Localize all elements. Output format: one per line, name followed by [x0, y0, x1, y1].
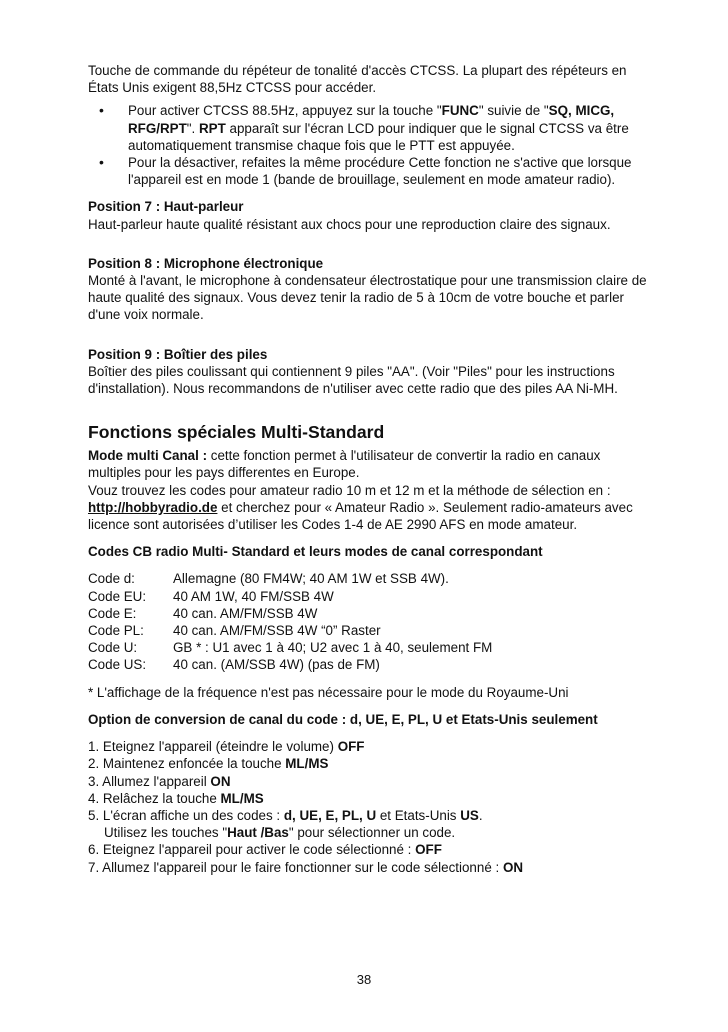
conversion-steps [88, 738, 648, 876]
bullet-1-text-c: ". [186, 120, 199, 136]
hobbyradio-link[interactable]: http://hobbyradio.de [88, 499, 218, 515]
conversion-heading: Option de conversion de canal du code : d, UE, E, PL, U et Etats-Unis seulement [88, 711, 598, 727]
codes-heading: Codes CB radio Multi- Standard et leurs modes de canal correspondant [88, 544, 543, 560]
ctcss-bullet-list [88, 102, 648, 188]
code-description: 40 can. AM/FM/SSB 4W [173, 605, 318, 621]
step-3: 3. Allumez l'appareil ON [88, 773, 231, 789]
position-7-text: Haut-parleur haute qualité résistant aux chocs pour une reproduction claire des signaux. [88, 216, 611, 232]
rpt-label: RPT [198, 120, 226, 136]
step-5-detail: Utilisez les touches "Haut /Bas" pour sélectionner un code. [104, 825, 456, 841]
step-2: 2. Maintenez enfoncée la touche ML/MS [88, 756, 329, 772]
code-label: Code US: [88, 657, 147, 673]
multi-channel-paragraph [88, 447, 648, 481]
position-8-text: Monté à l'avant, le microphone à condensateur électrostatique pour une transmission claire de haute qualité des signaux. Vous devez tenir la radio de 5 à 10cm de votre bouche et parler d'une voix normale. [88, 273, 647, 323]
position-9-title: Position 9 : Boîtier des piles [88, 346, 268, 362]
code-row [88, 570, 492, 587]
intro-paragraph: Touche de commande du répéteur de tonalité d'accès CTCSS. La plupart des répéteurs en États Unis exigent 88,5Hz CTCSS pour accéder. [88, 63, 627, 96]
code-description: 40 can. AM/FM/SSB 4W “0” Raster [173, 623, 381, 639]
sq-key-label: SQ, MICG, RFG/RPT [128, 103, 615, 136]
multi-channel-text-3: et cherchez pour « Amateur Radio ». Seulement radio-amateurs avec licence sont autorisées d’utiliser les Codes 1-4 de AE 2990 AFS en mode amateur. [88, 499, 633, 533]
multi-channel-text-1: cette fonction permet à l'utilisateur de convertir la radio en canaux multiples pour les pays differentes en Europe. [88, 448, 601, 481]
step-7: 7. Allumez l'appareil pour le faire fonctionner sur le code sélectionné : ON [88, 859, 524, 875]
func-key-label: FUNC [441, 103, 479, 119]
multi-channel-paragraph-3 [88, 499, 648, 533]
code-row [88, 656, 492, 673]
code-label: Code U: [88, 640, 138, 656]
bullet-2-text: Pour la désactiver, refaites la même procédure Cette fonction ne s'active que lorsque l'appareil est en mode 1 (bande de brouillage, seulement en mode amateur radio). [128, 155, 632, 188]
bullet-1-text-d: apparaît sur l'écran LCD pour indiquer que le signal CTCSS va être automatiquement transmise chaque fois que le PTT est appuyée. [128, 120, 629, 153]
code-row [88, 639, 492, 656]
code-description: 40 can. (AM/SSB 4W) (pas de FM) [173, 657, 380, 673]
step-5: 5. L'écran affiche un des codes : d, UE, E, PL, U et Etats-Unis US. [88, 807, 483, 823]
code-label: Code d: [88, 571, 135, 587]
code-row [88, 605, 492, 622]
bullet-activate-ctcss [88, 102, 648, 154]
section-heading: Fonctions spéciales Multi-Standard [88, 422, 385, 443]
code-row [88, 622, 492, 639]
position-9-text: Boîtier des piles coulissant qui contiennent 9 piles "AA". (Voir "Piles" pour les instructions d'installation). Nous recommandons de n'utiliser avec cette radio que des piles AA Ni-MH. [88, 363, 618, 397]
code-label: Code E: [88, 605, 137, 621]
bullet-1-text-a: Pour activer CTCSS 88.5Hz, appuyez sur la touche " [128, 103, 442, 119]
bullet-deactivate-ctcss [88, 154, 648, 188]
code-row [88, 588, 492, 605]
code-description: 40 AM 1W, 40 FM/SSB 4W [173, 588, 334, 604]
step-1: 1. Eteignez l'appareil (éteindre le volume) OFF [88, 739, 365, 755]
position-8-title: Position 8 : Microphone électronique [88, 255, 324, 271]
code-description: GB * : U1 avec 1 à 40; U2 avec 1 à 40, seulement FM [173, 640, 493, 656]
step-4: 4. Relâchez la touche ML/MS [88, 790, 264, 806]
document-page [88, 62, 648, 876]
step-6: 6. Eteignez l'appareil pour activer le code sélectionné : OFF [88, 842, 442, 858]
codes-table [88, 570, 492, 673]
code-label: Code EU: [88, 588, 147, 604]
code-description: Allemagne (80 FM4W; 40 AM 1W et SSB 4W). [173, 571, 449, 587]
multi-channel-label: Mode multi Canal : [88, 448, 208, 464]
bullet-1-text-b: " suivie de " [478, 103, 549, 119]
codes-footnote: * L'affichage de la fréquence n'est pas nécessaire pour le mode du Royaume-Uni [88, 684, 569, 700]
code-label: Code PL: [88, 623, 144, 639]
page-number: 38 [356, 972, 372, 987]
multi-channel-text-2: Vouz trouvez les codes pour amateur radio 10 m et 12 m et la méthode de sélection en : [88, 482, 611, 498]
position-7-title: Position 7 : Haut-parleur [88, 199, 244, 215]
